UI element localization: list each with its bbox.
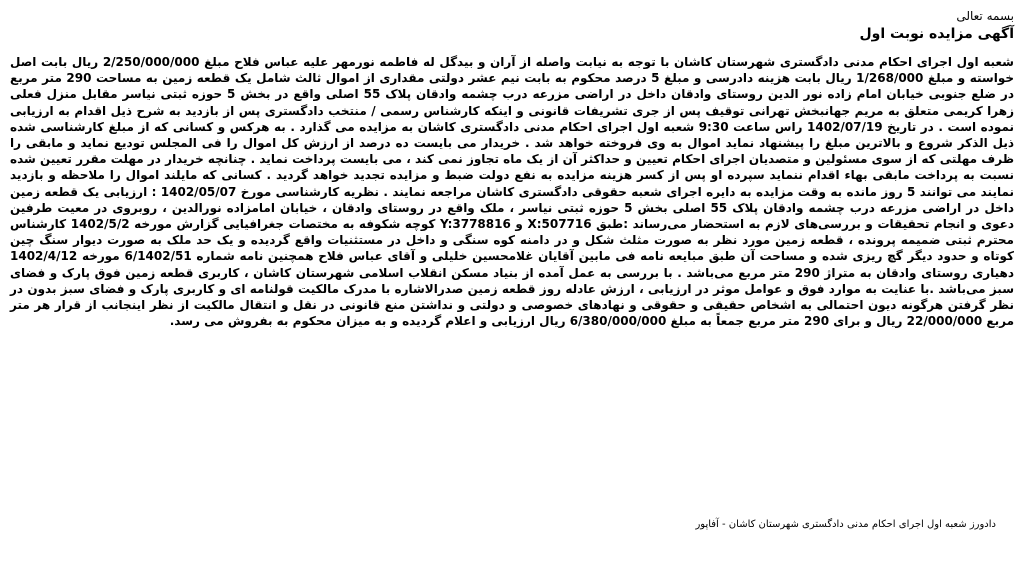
notice-title: آگهی مزایده نوبت اول bbox=[859, 26, 1014, 42]
notice-signature: دادورز شعبه اول اجرای احکام مدنی دادگستری شهرستان کاشان - آفاپور bbox=[695, 519, 996, 530]
notice-body: شعبه اول اجرای احکام مدنی دادگستری شهرستان کاشان با توجه به نیابت واصله از آران و بیدگل له فاطمه نورمهر علیه عباس فلاح مبلغ 2/250/000/000 ریال بابت اصل خواسته و مبلغ 1/268/000 ریال بابت هزینه دادرسی و مبلغ 5 درصد محکوم به بابت نیم عشر دولتی مقداری از اموال ثالث شامل یک قطعه زمین به مساحت 290 متر مربع در ضلع جنوبی خیابان امام زاده نور الدین روستای وادقان داخل در اراضی مزرعه درب چشمه وادقان پلاک 55 اصلی واقع در بخش 5 حوزه ثبتی نیاسر مقابل منزل فعلی زهرا کریمی متعلق به مریم جهانبخش تهرانی توقیف پس از جری تشریفات قانونی و اینکه کارشناس رسمی / منتخب دادگستری پس از بازدید به شرح ذیل اقدام به ارزیابی نموده است . در تاریخ 1402/07/19 راس ساعت 9:30 شعبه اول اجرای احکام مدنی دادگستری کاشان به مزایده می گذارد . به هرکس و کسانی که از مبلغ کارشناسی شده ذیل الذکر شروع و بالاترین مبلغ را پیشنهاد نماید اموال به وی فروخته خواهد شد . خریدار می بایست ده درصد از ارزش کل اموال را فی المجلس تودیع نماید و مابقی را ظرف مهلتی که از سوی مسئولین و متصدیان اجرای احکام تعیین و حداکثر آن از یک ماه تجاوز نمی کند ، می بایست پرداخت نماید . چنانچه خریدار در مهلت مقرر تعیین شده نسبت به پرداخت مابقی بهاء اقدام ننماید سپرده او پس از کسر هزینه مزایده به نفع دولت ضبط و مزایده تجدید خواهد گردید . کسانی که مایلند اموال را ملاحظه و بازدید نمایند می توانند 5 روز مانده به وقت مزایده به دایره اجرای شعبه حقوقی دادگستری کاشان مراجعه نمایند . نظریه کارشناسی مورخ 1402/05/07 : ارزیابی یک قطعه زمین داخل در اراضی مزرعه درب چشمه وادقان پلاک 55 اصلی بخش 5 حوزه ثبتی نیاسر ، ملک واقع در روستای وادقان ، خیابان امامزاده نورالدین ، روبروی در معیت طرفین دعوی و انجام تحقیقات و بررسی‌های لازم به استحضار می‌رساند :طبق X:507716 و Y:3778816 کوچه شکوفه به مختصات جغرافیایی گزارش مورخه 1402/5/2 کارشناس محترم ثبتی ضمیمه پرونده ، قطعه زمین مورد نظر به صورت مثلث شکل و در دامنه کوه سنگی و داخل در مستثنیات واقع گردیده و یک حد ملک به صورت دیوار سنگ چین کوتاه و حدود دیگر گچ ریزی شده و مساحت آن طبق مبایعه نامه فی مابین آقایان غلامحسین خلیلی و آقای عباس فلاح همچنین نامه شماره 6/1402/51 مورخه 1402/4/12 دهیاری روستای وادقان به متراژ 290 متر مربع می‌باشد . با بررسی به عمل آمده از بنیاد مسکن انقلاب اسلامی شهرستان کاشان ، کاربری قطعه زمین فوق پارک و فضای سبز می‌باشد .با عنایت به موارد فوق و عوامل موثر در ارزیابی ، ارزش عادله روز قطعه زمین صدرالاشاره با مدرک مالکیت قولنامه ای و کاربری پارک و فضای سبز بدون در نظر گرفتن هرگونه دیون احتمالی به اشخاص حقیقی و حقوقی و نهادهای خصوصی و دولتی و نداشتن منع قانونی در نقل و انتقال مالکیت از نظر اینجانب از قرار هر متر مربع 22/000/000 ریال و برای 290 متر مربع جمعاً به مبلغ 6/380/000/000 ریال ارزیابی و اعلام گردیده و به میزان محکوم به بفروش می رسد. bbox=[10, 55, 1015, 329]
invocation-text: بسمه تعالی bbox=[956, 9, 1014, 23]
